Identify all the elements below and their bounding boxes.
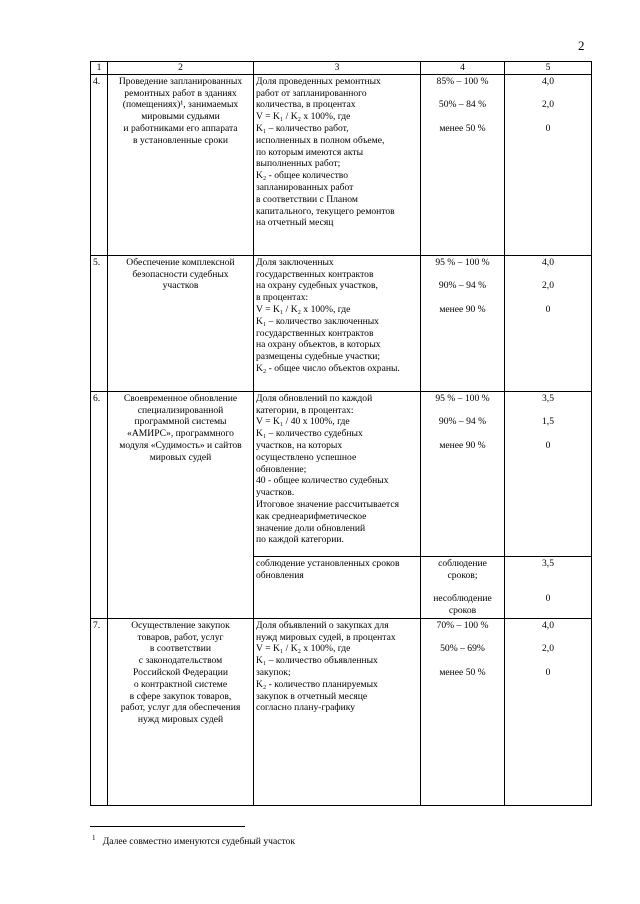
- table-row: [91, 255, 592, 391]
- text-line: категории, в процентах:: [256, 404, 354, 416]
- scores: [505, 255, 592, 391]
- text-line: K₁ – количество судебных: [256, 428, 363, 440]
- footnote-separator: [90, 826, 245, 827]
- text-line: Доля обновлений по каждой: [256, 392, 373, 404]
- text-line: количества, в процентах: [256, 99, 356, 111]
- text-line: мировыми судьями: [141, 111, 220, 123]
- text-line: государственных контрактов: [256, 268, 374, 280]
- text-line: в сфере закупок товаров,: [129, 690, 232, 702]
- range-value: сроков: [448, 604, 477, 616]
- range-value: 95 % – 100 %: [435, 256, 490, 268]
- text-line: Доля заключенных: [256, 256, 334, 268]
- range-value: сроков;: [447, 569, 478, 581]
- text-line: размещены судебные участки;: [256, 351, 381, 363]
- text-line: нужд мировых судей, в процентах: [256, 631, 396, 643]
- text-line: осуществлено успешное: [256, 451, 357, 463]
- text-line: в соответствии с Планом: [256, 193, 358, 205]
- text-line: на отчетный месяц: [256, 217, 334, 229]
- indicator-description: [254, 556, 421, 618]
- range-value: 50% – 69%: [440, 643, 485, 655]
- text-line: «АМИРС», программного: [127, 428, 234, 440]
- text-line: в соответствии: [149, 643, 212, 655]
- header-cell: 3: [254, 62, 421, 75]
- text-line: K₁ – количество работ,: [256, 122, 349, 134]
- text-line: работ, услуг для обеспечения: [120, 702, 241, 714]
- text-line: Осуществление закупок: [131, 619, 230, 631]
- footnote-text: Далее совместно именуются судебный участок: [102, 836, 295, 848]
- table-row: [91, 391, 592, 556]
- table-header-row: [91, 62, 592, 75]
- text-line: в процентах:: [256, 292, 309, 304]
- range-value: 70% – 100 %: [436, 619, 489, 631]
- row-number: 4.: [91, 74, 108, 255]
- text-line: согласно плану-графику: [256, 702, 356, 714]
- range-value: 50% – 84 %: [438, 99, 487, 111]
- row-number: 6.: [91, 391, 108, 618]
- score-value: 0: [545, 666, 551, 678]
- score-value: 2,0: [542, 280, 554, 292]
- criterion-name: [108, 618, 254, 805]
- scores: [505, 74, 592, 255]
- range-value: менее 50 %: [439, 666, 486, 678]
- text-line: Проведение запланированных: [118, 75, 243, 87]
- text-line: исполненных в полном объеме,: [256, 134, 385, 146]
- range-value: менее 50 %: [439, 122, 486, 134]
- score-value: 1,5: [542, 416, 554, 428]
- indicator-description: [254, 391, 421, 556]
- text-line: работ от запланированного: [256, 87, 367, 99]
- text-line: K₂ - количество планируемых: [256, 678, 378, 690]
- text-line: модуля «Судимость» и сайтов: [119, 439, 242, 451]
- header-cell: 2: [108, 62, 254, 75]
- text-line: участков, на которых: [256, 439, 343, 451]
- score-value: 0: [545, 122, 551, 134]
- value-ranges: [421, 255, 505, 391]
- text-line: V = K₁ / K₂ x 100%, где: [256, 111, 351, 123]
- text-line: в установленные сроки: [133, 134, 228, 146]
- text-line: ремонтных работ в зданиях: [124, 87, 237, 99]
- text-line: K₁ – количество объявленных: [256, 655, 378, 667]
- value-ranges: [421, 556, 505, 618]
- value-ranges: [421, 391, 505, 556]
- score-value: 0: [545, 303, 551, 315]
- text-line: Российской Федерации: [133, 666, 228, 678]
- scores: [505, 391, 592, 556]
- criterion-name: [108, 74, 254, 255]
- header-cell: 1: [91, 62, 108, 75]
- footnote: [92, 834, 295, 847]
- page-number: 2: [578, 38, 585, 53]
- score-value: 0: [545, 439, 551, 451]
- text-line: государственных контрактов: [256, 327, 374, 339]
- text-line: V = K₁ / K₂ x 100%, где: [256, 303, 351, 315]
- text-line: на охрану объектов, в которых: [256, 339, 381, 351]
- text-line: по которым имеются акты: [256, 146, 364, 158]
- text-line: товаров, работ, услуг: [137, 631, 224, 643]
- text-line: мировых судей: [149, 451, 212, 463]
- text-line: о контрактной системе: [133, 678, 228, 690]
- header-cell: 5: [505, 62, 592, 75]
- range-value: менее 90 %: [439, 439, 486, 451]
- criteria-table: [90, 61, 592, 806]
- text-line: V = K₁ / K₂ x 100%, где: [256, 643, 351, 655]
- text-line: закупок в отчетный месяце: [256, 690, 368, 702]
- indicator-description: [254, 618, 421, 805]
- text-line: обновления: [256, 569, 304, 581]
- text-line: капитального, текущего ремонтов: [256, 205, 395, 217]
- text-line: (помещениях)¹, занимаемых: [122, 99, 239, 111]
- text-line: по каждой категории.: [256, 534, 344, 546]
- score-value: 3,5: [542, 557, 554, 569]
- value-ranges: [421, 618, 505, 805]
- text-line: закупок;: [256, 666, 291, 678]
- criterion-name: [108, 255, 254, 391]
- score-value: 4,0: [542, 256, 554, 268]
- text-line: выполненных работ;: [256, 158, 341, 170]
- table-row: [91, 618, 592, 805]
- text-line: K₂ - общее количество: [256, 170, 349, 182]
- range-value: 90% – 94 %: [438, 280, 487, 292]
- text-line: на охрану судебных участков,: [256, 280, 378, 292]
- range-value: 90% – 94 %: [438, 416, 487, 428]
- text-line: безопасности судебных: [132, 268, 229, 280]
- footnote-marker: 1: [92, 834, 96, 842]
- text-line: 40 - общее количество судебных: [256, 475, 389, 487]
- text-line: нужд мировых судей: [137, 714, 224, 726]
- range-value: соблюдение: [438, 557, 487, 569]
- text-line: обновление;: [256, 463, 307, 475]
- text-line: K₂ - общее число объектов охраны.: [256, 362, 400, 374]
- score-value: 3,5: [542, 392, 554, 404]
- text-line: и работниками его аппарата: [123, 122, 238, 134]
- range-value: 85% – 100 %: [436, 75, 489, 87]
- indicator-description: [254, 255, 421, 391]
- text-line: специализированной: [137, 404, 224, 416]
- score-value: 0: [545, 593, 551, 605]
- criterion-name: [108, 391, 254, 618]
- header-cell: 4: [421, 62, 505, 75]
- text-line: с законодательством: [138, 655, 223, 667]
- text-line: участков.: [256, 487, 295, 499]
- text-line: запланированных работ: [256, 181, 354, 193]
- text-line: Доля проведенных ремонтных: [256, 75, 381, 87]
- text-line: K₁ – количество заключенных: [256, 315, 379, 327]
- score-value: 2,0: [542, 99, 554, 111]
- text-line: Своевременное обновление: [123, 392, 238, 404]
- table-row: [91, 74, 592, 255]
- text-line: участков: [162, 280, 199, 292]
- scores: [505, 618, 592, 805]
- score-value: 4,0: [542, 75, 554, 87]
- range-value: менее 90 %: [439, 303, 486, 315]
- scores: [505, 556, 592, 618]
- text-line: V = K₁ / 40 x 100%, где: [256, 416, 350, 428]
- text-line: Обеспечение комплексной: [126, 256, 235, 268]
- text-line: Итоговое значение рассчитывается: [256, 498, 400, 510]
- score-value: 4,0: [542, 619, 554, 631]
- score-value: 2,0: [542, 643, 554, 655]
- range-value: несоблюдение: [433, 593, 492, 605]
- range-value: 95 % – 100 %: [435, 392, 490, 404]
- row-number: 7.: [91, 618, 108, 805]
- indicator-description: [254, 74, 421, 255]
- text-line: значение доли обновлений: [256, 522, 366, 534]
- value-ranges: [421, 74, 505, 255]
- row-number: 5.: [91, 255, 108, 391]
- text-line: соблюдение установленных сроков: [256, 557, 400, 569]
- text-line: как среднеарифметическое: [256, 510, 367, 522]
- text-line: Доля объявлений о закупках для: [256, 619, 389, 631]
- text-line: программной системы: [134, 416, 227, 428]
